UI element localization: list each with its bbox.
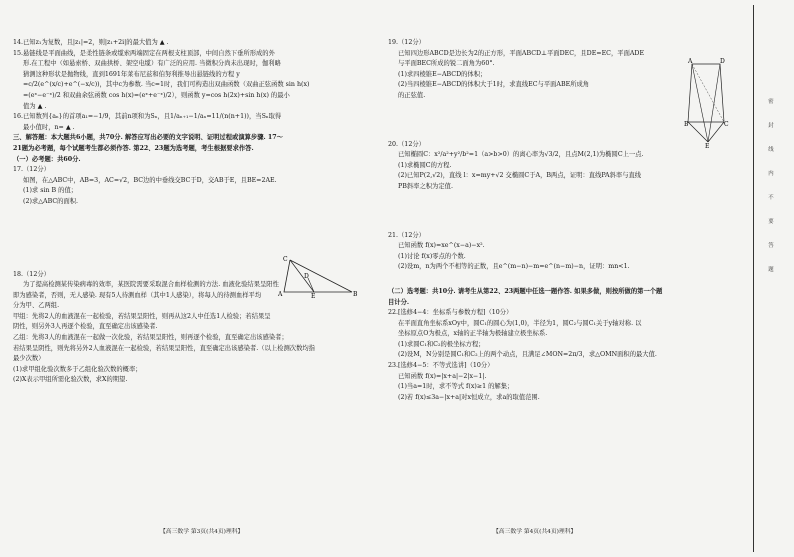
q20-line: PB斜率之积为定值. bbox=[398, 182, 453, 190]
q15-line-4: =c/2(e^(x/c)+e^(−x/c))，其中c为参数. 当c=1时，我们可构造出双曲函数（双曲正弦函数 sin h(x) bbox=[23, 81, 310, 89]
label-C: C bbox=[724, 121, 729, 128]
seal-char: 封 bbox=[768, 123, 774, 129]
q15-line-3: 猜测这种形状是抛物线，直到1691年莱布尼兹和伯努利推导出悬链线的方程 y bbox=[23, 70, 240, 78]
seal-char: 题 bbox=[768, 267, 774, 273]
q23-line: 已知函数 f(x)=|x+a|−2|x−1|. bbox=[398, 372, 487, 380]
q22-line: 坐标原点O为极点，x轴的正半轴为极轴建立极坐标系. bbox=[398, 330, 548, 338]
q18-line: 为了提高检测某传染病毒的效率，某医院需要采取混合血样检测的方法. 血液化验结果呈阳性 bbox=[23, 281, 279, 289]
q15-line-5: =(eˣ−e⁻ˣ)/2 和双曲余弦函数 cos h(x)=(eˣ+e⁻ˣ)/2），则函数 y=cos h(2x)+sin h(x) 的最小 bbox=[23, 91, 290, 99]
q21-line: (2)设m，n为两个不相等的正数，且e^(m−n)−m=e^(n−m)−n，证明：mn<1. bbox=[398, 263, 630, 271]
q22-head: 22.[选修4−4：坐标系与参数方程]（10分） bbox=[388, 309, 513, 317]
spacer bbox=[388, 102, 728, 140]
q20-head: 20.（12分） bbox=[388, 140, 425, 148]
label-D: D bbox=[720, 58, 725, 65]
q18-line: 甲组：先将2人的血液混在一起检验，若结果呈阳性，则再从这2人中任选1人检验；若结果呈 bbox=[13, 312, 271, 320]
q16-line-2: 最小值时，n= ▲ . bbox=[23, 123, 75, 131]
footer-right: 【高三数学 第4页(共4页)理科】 bbox=[493, 529, 577, 535]
q18-line: 乙组：先将3人的血液混在一起做一次化验，若结果呈阳性，则再逐个检验，直至确定出该感染者； bbox=[13, 334, 288, 342]
q18-head: 18.（12分） bbox=[13, 270, 50, 278]
spacer bbox=[388, 273, 728, 287]
q18-line: 分为甲、乙两组. bbox=[13, 302, 60, 310]
q17-line: (1)求 sin B 的值； bbox=[23, 187, 78, 195]
seal-char: 不 bbox=[768, 195, 774, 201]
label-A: A bbox=[688, 58, 693, 65]
q22-line: (1)求圆C₁和C₂的极坐标方程； bbox=[398, 340, 485, 348]
seal-char: 线 bbox=[768, 147, 774, 153]
label-B: B bbox=[684, 121, 689, 128]
q19-line: (2)当四棱锥E−ABCD的体积大于1时，求直线EC与平面ABE所成角 bbox=[398, 81, 590, 89]
q22-line: 在平面直角坐标系xOy中，圆C₁的圆心为(1,0)，半径为1，圆C₂与圆C₁关于y轴对称. 以 bbox=[398, 319, 642, 327]
q18-line: 阴性，则另外3人再逐个检验，直至确定出该感染者. bbox=[13, 323, 158, 331]
section3-title-2: 21题为必考题，每个试题考生都必须作答. 第22、23题为选考题，考生根据要求作答. bbox=[13, 144, 254, 152]
q21-line: 已知函数 f(x)=xe^(x−a)−x². bbox=[398, 242, 485, 250]
q17-line: 如图，在△ABC中，AB=3，AC=√2，BC边的中垂线交BC于D，交AB于E，且BE=2AE. bbox=[23, 176, 277, 184]
spacer bbox=[388, 193, 728, 231]
seal-char: 要 bbox=[768, 219, 774, 225]
q18-line: 最少次数） bbox=[13, 355, 45, 363]
seal-text bbox=[766, 90, 776, 282]
q21-line: (1)讨论 f(x)零点的个数. bbox=[398, 252, 466, 260]
triangle-figure bbox=[278, 254, 358, 298]
q23-line: (2)若 f(x)≤3a−|x+a|对x恒成立，求a的取值范围. bbox=[398, 393, 540, 401]
q19-line: 的正弦值. bbox=[398, 91, 426, 99]
q20-line: (2)已知P(2,√2)，直线 l：x=my+√2 交椭圆C于A，B两点，证明：直线PA斜率与直线 bbox=[398, 172, 642, 180]
q20-line: 已知椭圆C：x²/a²+y²/b²=1（a>b>0）的离心率为√3/2，且点M(2,1)为椭圆C上一点. bbox=[398, 151, 644, 159]
seal-char: 答 bbox=[768, 243, 774, 249]
seal-char: 密 bbox=[768, 99, 774, 105]
label-D: D bbox=[304, 273, 309, 280]
seal-char: 内 bbox=[768, 171, 774, 177]
q18-line: 即为感染者，否则，无人感染. 现有5人待测血样（其中1人感染），将每人的待测血样平均 bbox=[13, 291, 262, 299]
label-B: B bbox=[353, 291, 358, 298]
q18-line: 若结果呈阴性，则先将另外2人血液混在一起检验，若结果呈阳性，直至确定出该感染者.（以上检测次数均指 bbox=[13, 344, 315, 352]
label-A: A bbox=[278, 291, 283, 298]
q23-head: 23.[选修4−5：不等式选讲]（10分） bbox=[388, 362, 494, 370]
label-E: E bbox=[705, 143, 710, 150]
q22-line: (2)设M，N分别是圆C₁和C₂上的两个动点，且满足∠MON=2π/3，求△OMN面积的最大值. bbox=[398, 351, 657, 359]
q18-line: (2)X表示甲组所需化验次数，求X的期望. bbox=[13, 376, 128, 384]
optional-title: （二）选考题：共10分. 请考生从第22、23两题中任选一题作答. 如果多做，则按所做的第一个题 bbox=[388, 287, 663, 295]
section3-title: 三、解答题：本大题共6小题，共70分. 解答应写出必要的文字说明、证明过程或演算步骤. 17～ bbox=[13, 134, 283, 142]
q19-line: 已知四边形ABCD是边长为2的正方形，平面ABCD⊥平面DEC，且DE=EC，平面ADE bbox=[398, 49, 645, 57]
optional-title-2: 目计分. bbox=[388, 298, 410, 306]
q19-head: 19.（12分） bbox=[388, 39, 425, 46]
label-C: C bbox=[283, 256, 288, 263]
q17-head: 17.（12分） bbox=[13, 166, 50, 174]
q21-head: 21.（12分） bbox=[388, 231, 425, 239]
q14-line: 14.已知z₁为复数，且|z₁|=2，则|z₁+2i|的最大值为 ▲ . bbox=[13, 39, 169, 46]
q20-line: (1)求椭圆C的方程. bbox=[398, 161, 452, 169]
left-column bbox=[13, 38, 371, 386]
pyramid-figure bbox=[684, 56, 728, 148]
q17-line: (2)求△ABC的面积. bbox=[23, 197, 79, 205]
label-E: E bbox=[311, 293, 316, 300]
q23-line: (1)当a=1时，求不等式 f(x)≥1 的解集； bbox=[398, 383, 514, 391]
q16-line-1: 16.已知数列{aₙ}的首项a₁=−1/9，其前n项和为Sₙ，且1/aₙ₊₁−1/aₙ=11/(n(n+1))，当Sₙ取得 bbox=[13, 113, 282, 121]
q18-line: (1)求甲组化验次数多于乙组化验次数的概率； bbox=[13, 365, 142, 373]
q19-line: (1)求四棱锥E−ABCD的体积； bbox=[398, 70, 487, 78]
required-title: （一）必考题：共60分. bbox=[13, 155, 81, 163]
binding-line bbox=[753, 5, 754, 552]
q15-line-1: 15.悬链线是平面曲线，是柔性链条或缆索两端固定在两根支柱顶部，中间自然下垂所形成的外 bbox=[13, 49, 275, 57]
right-column bbox=[388, 38, 728, 403]
q15-line-2: 形.在工程中（如悬索桥、双曲拱桥、架空电缆）有广泛的应用. 当微积分尚未出现时，伽利略 bbox=[23, 60, 281, 68]
footer-left: 【高三数学 第3页(共4页)理科】 bbox=[160, 529, 244, 535]
q19-line: 与平面BEC所成的锐二面角为60°. bbox=[398, 60, 495, 68]
q15-line-6: 值为 ▲ . bbox=[23, 102, 47, 110]
